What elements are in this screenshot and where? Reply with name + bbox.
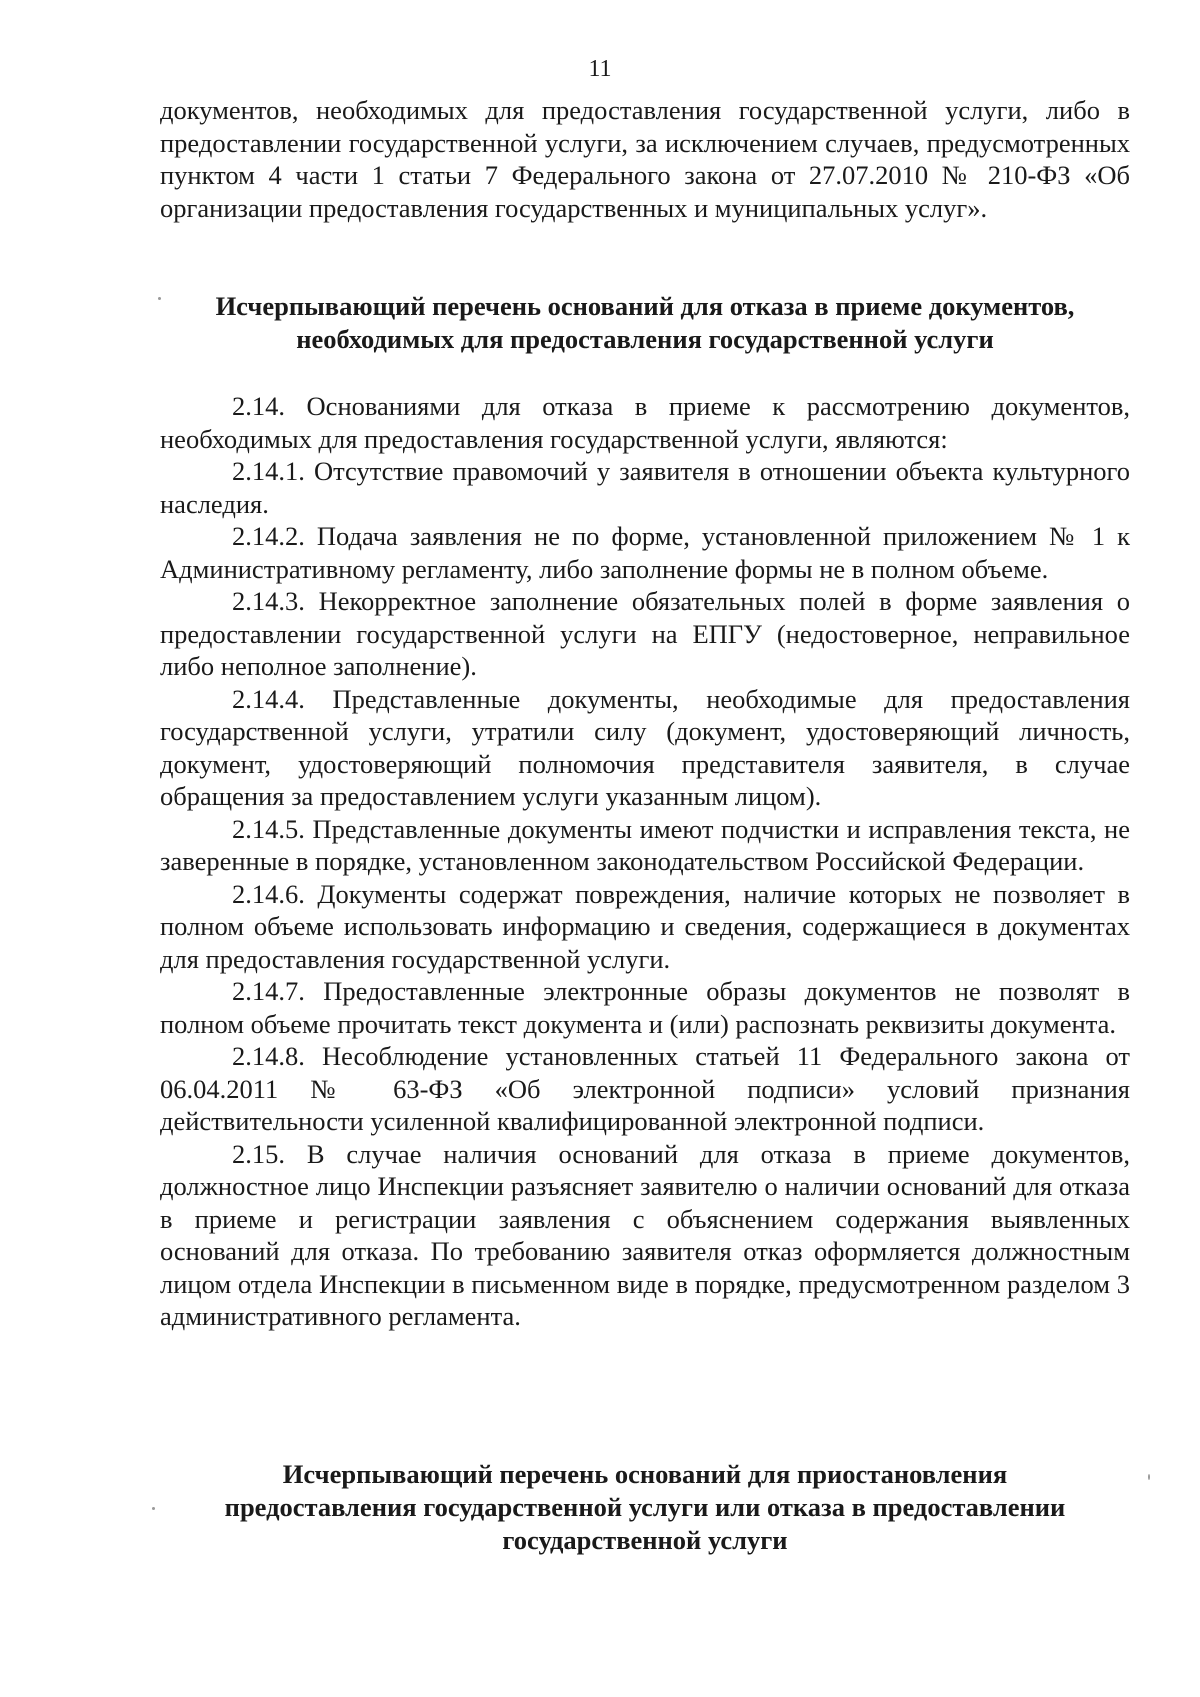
scan-speck — [152, 1507, 155, 1510]
heading-line: предоставления государственной услуги или отказа в предоставлении — [224, 1492, 1066, 1522]
paragraph-2-15: 2.15. В случае наличия оснований для отказа в приеме документов, должностное лицо Инспекции разъясняет заявителю о наличии оснований для отказа в приеме и регистрации заявления с объяснением содержания выявленных оснований для отказа. По требованию заявителя отказ оформляется должностным лицом отдела Инспекции в письменном виде в порядке, предусмотренном разделом 3 административного регламента. — [160, 1138, 1130, 1331]
paragraph-2-14-2: 2.14.2. Подача заявления не по форме, установленной приложением № 1 к Административному регламенту, либо заполнение формы не в полном объеме. — [160, 521, 1130, 584]
heading-line: необходимых для предоставления государственной услуги — [296, 324, 994, 354]
page-number: 11 — [588, 56, 612, 82]
scan-speck — [1148, 1474, 1150, 1480]
paragraph-2-14-4: 2.14.4. Представленные документы, необходимые для предоставления государственной услуги, утратили силу (документ, удостоверяющий личность, документ, удостоверяющий полномочия представителя заявителя, в случае обращения за предоставлением услуги указанным лицом). — [160, 683, 1130, 811]
scan-speck — [158, 297, 161, 300]
paragraph-2-14-8: 2.14.8. Несоблюдение установленных статьей 11 Федерального закона от 06.04.2011 № 63-ФЗ «Об электронной подписи» условий признания действительности усиленной квалифицированной электронной подписи. — [160, 1041, 1130, 1136]
section-heading-suspension-refusal — [160, 1458, 1130, 1557]
paragraph-2-14-1: 2.14.1. Отсутствие правомочий у заявителя в отношении объекта культурного наследия. — [160, 456, 1130, 519]
main-text-block — [160, 390, 1130, 1333]
heading-line: Исчерпывающий перечень оснований для отказа в приеме документов, — [215, 291, 1075, 321]
paragraph-2-14-7: 2.14.7. Предоставленные электронные образы документов не позволят в полном объеме прочитать текст документа и (или) распознать реквизиты документа. — [160, 976, 1130, 1039]
paragraph-2-14-3: 2.14.3. Некорректное заполнение обязательных полей в форме заявления о предоставлении государственной услуги на ЕПГУ (недостоверное, неправильное либо неполное заполнение). — [160, 586, 1130, 681]
paragraph-2-14-6: 2.14.6. Документы содержат повреждения, наличие которых не позволяет в полном объеме использовать информацию и сведения, содержащиеся в документах для предоставления государственной услуги. — [160, 878, 1130, 974]
paragraph-2-14-5: 2.14.5. Представленные документы имеют подчистки и исправления текста, не заверенные в порядке, установленном законодательством Российской Федерации. — [160, 813, 1130, 876]
heading-line: государственной услуги — [502, 1525, 788, 1555]
continuation-paragraph: документов, необходимых для предоставления государственной услуги, либо в предоставлении государственной услуги, за исключением случаев, предусмотренных пунктом 4 части 1 статьи 7 Федерального закона от 27.07.2010 № 210-ФЗ «Об организации предоставления государственных и муниципальных услуг». — [160, 95, 1130, 223]
paragraph-2-14: 2.14. Основаниями для отказа в приеме к рассмотрению документов, необходимых для предоставления государственной услуги, являются: — [160, 391, 1130, 454]
section-heading-refusal-acceptance — [160, 290, 1130, 356]
heading-line: Исчерпывающий перечень оснований для приостановления — [282, 1459, 1008, 1489]
continuation-paragraph-block — [160, 94, 1130, 224]
